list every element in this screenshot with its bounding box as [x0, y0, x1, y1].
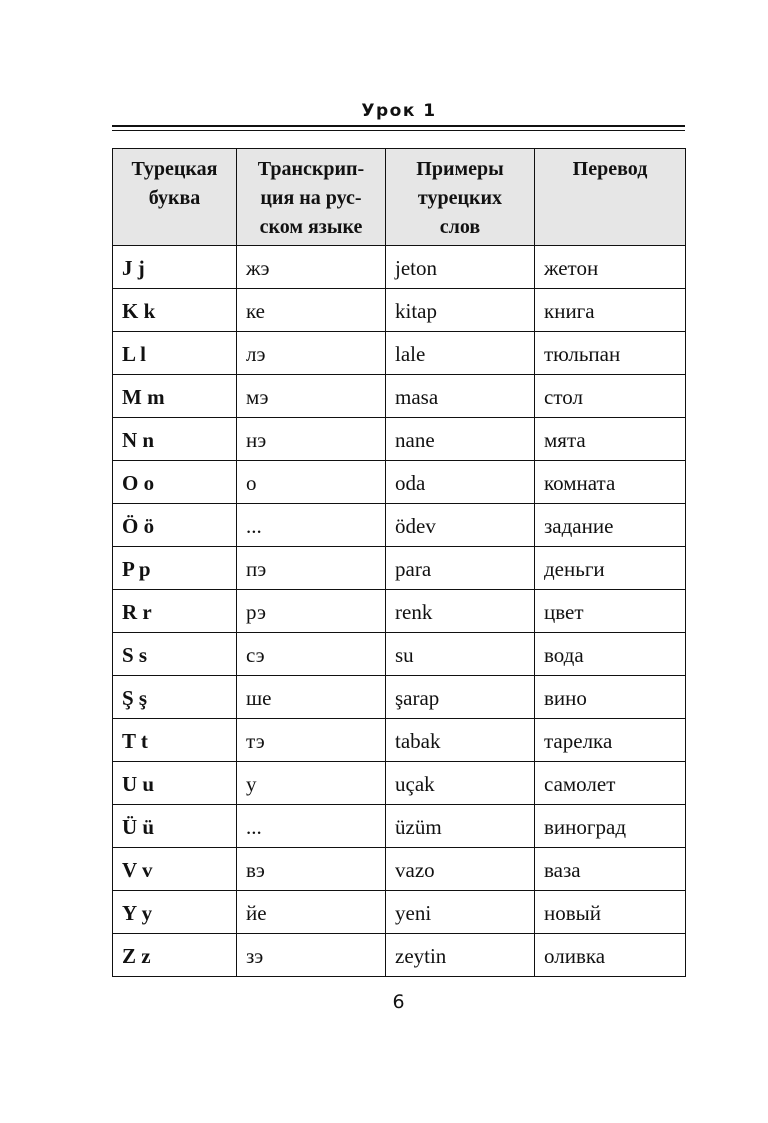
header-transcription: Транскрип- ция на рус- ском языке: [237, 149, 386, 246]
header-rule-thick: [112, 125, 685, 127]
translation-cell: стол: [535, 375, 686, 418]
transcription-cell: ...: [237, 504, 386, 547]
translation-cell: мята: [535, 418, 686, 461]
header-turkish-letter: Турецкая буква: [113, 149, 237, 246]
table-row: [113, 418, 686, 461]
transcription-cell: жэ: [237, 246, 386, 289]
page-number: 6: [392, 991, 405, 1013]
transcription-cell: мэ: [237, 375, 386, 418]
translation-cell: ваза: [535, 848, 686, 891]
letter-cell: M m: [113, 375, 237, 418]
table-body: [113, 246, 686, 977]
letter-cell: R r: [113, 590, 237, 633]
translation-cell: новый: [535, 891, 686, 934]
table-row: [113, 332, 686, 375]
table-header: [113, 149, 686, 246]
translation-cell: задание: [535, 504, 686, 547]
translation-cell: книга: [535, 289, 686, 332]
table-row: [113, 805, 686, 848]
transcription-cell: сэ: [237, 633, 386, 676]
lesson-title: Урок 1: [361, 101, 437, 121]
table-row: [113, 848, 686, 891]
example-word-cell: jeton: [386, 246, 535, 289]
table-row: [113, 719, 686, 762]
example-word-cell: zeytin: [386, 934, 535, 977]
example-word-cell: kitap: [386, 289, 535, 332]
translation-cell: самолет: [535, 762, 686, 805]
letter-cell: Y y: [113, 891, 237, 934]
letter-cell: Z z: [113, 934, 237, 977]
transcription-cell: йе: [237, 891, 386, 934]
table-row: [113, 375, 686, 418]
example-word-cell: ödev: [386, 504, 535, 547]
table-row: [113, 547, 686, 590]
letter-cell: J j: [113, 246, 237, 289]
translation-cell: вода: [535, 633, 686, 676]
letter-cell: K k: [113, 289, 237, 332]
letter-cell: V v: [113, 848, 237, 891]
example-word-cell: renk: [386, 590, 535, 633]
transcription-cell: вэ: [237, 848, 386, 891]
example-word-cell: tabak: [386, 719, 535, 762]
letter-cell: O o: [113, 461, 237, 504]
table-row: [113, 934, 686, 977]
example-word-cell: nane: [386, 418, 535, 461]
table-row: [113, 289, 686, 332]
transcription-cell: пэ: [237, 547, 386, 590]
header-row: [113, 149, 686, 246]
translation-cell: виноград: [535, 805, 686, 848]
translation-cell: вино: [535, 676, 686, 719]
table-row: [113, 676, 686, 719]
header-examples: Примеры турецких слов: [386, 149, 535, 246]
letter-cell: U u: [113, 762, 237, 805]
example-word-cell: masa: [386, 375, 535, 418]
translation-cell: оливка: [535, 934, 686, 977]
transcription-cell: рэ: [237, 590, 386, 633]
header-translation: Перевод: [535, 149, 686, 246]
example-word-cell: uçak: [386, 762, 535, 805]
letter-cell: N n: [113, 418, 237, 461]
example-word-cell: vazo: [386, 848, 535, 891]
transcription-cell: ше: [237, 676, 386, 719]
example-word-cell: para: [386, 547, 535, 590]
transcription-cell: о: [237, 461, 386, 504]
letter-cell: Ü ü: [113, 805, 237, 848]
table-row: [113, 461, 686, 504]
example-word-cell: yeni: [386, 891, 535, 934]
translation-cell: тарелка: [535, 719, 686, 762]
translation-cell: тюльпан: [535, 332, 686, 375]
transcription-cell: зэ: [237, 934, 386, 977]
letter-cell: P p: [113, 547, 237, 590]
letter-cell: L l: [113, 332, 237, 375]
letter-cell: S s: [113, 633, 237, 676]
table-row: [113, 762, 686, 805]
transcription-cell: ...: [237, 805, 386, 848]
example-word-cell: şarap: [386, 676, 535, 719]
table-row: [113, 590, 686, 633]
transcription-cell: лэ: [237, 332, 386, 375]
alphabet-table: [112, 148, 686, 977]
example-word-cell: lale: [386, 332, 535, 375]
letter-cell: T t: [113, 719, 237, 762]
transcription-cell: у: [237, 762, 386, 805]
example-word-cell: oda: [386, 461, 535, 504]
translation-cell: цвет: [535, 590, 686, 633]
translation-cell: комната: [535, 461, 686, 504]
table-row: [113, 633, 686, 676]
transcription-cell: ке: [237, 289, 386, 332]
transcription-cell: нэ: [237, 418, 386, 461]
letter-cell: Ö ö: [113, 504, 237, 547]
table-row: [113, 504, 686, 547]
translation-cell: жетон: [535, 246, 686, 289]
table-row: [113, 246, 686, 289]
letter-cell: Ş ş: [113, 676, 237, 719]
transcription-cell: тэ: [237, 719, 386, 762]
header-rule-thin: [112, 130, 685, 131]
translation-cell: деньги: [535, 547, 686, 590]
example-word-cell: üzüm: [386, 805, 535, 848]
example-word-cell: su: [386, 633, 535, 676]
table-row: [113, 891, 686, 934]
